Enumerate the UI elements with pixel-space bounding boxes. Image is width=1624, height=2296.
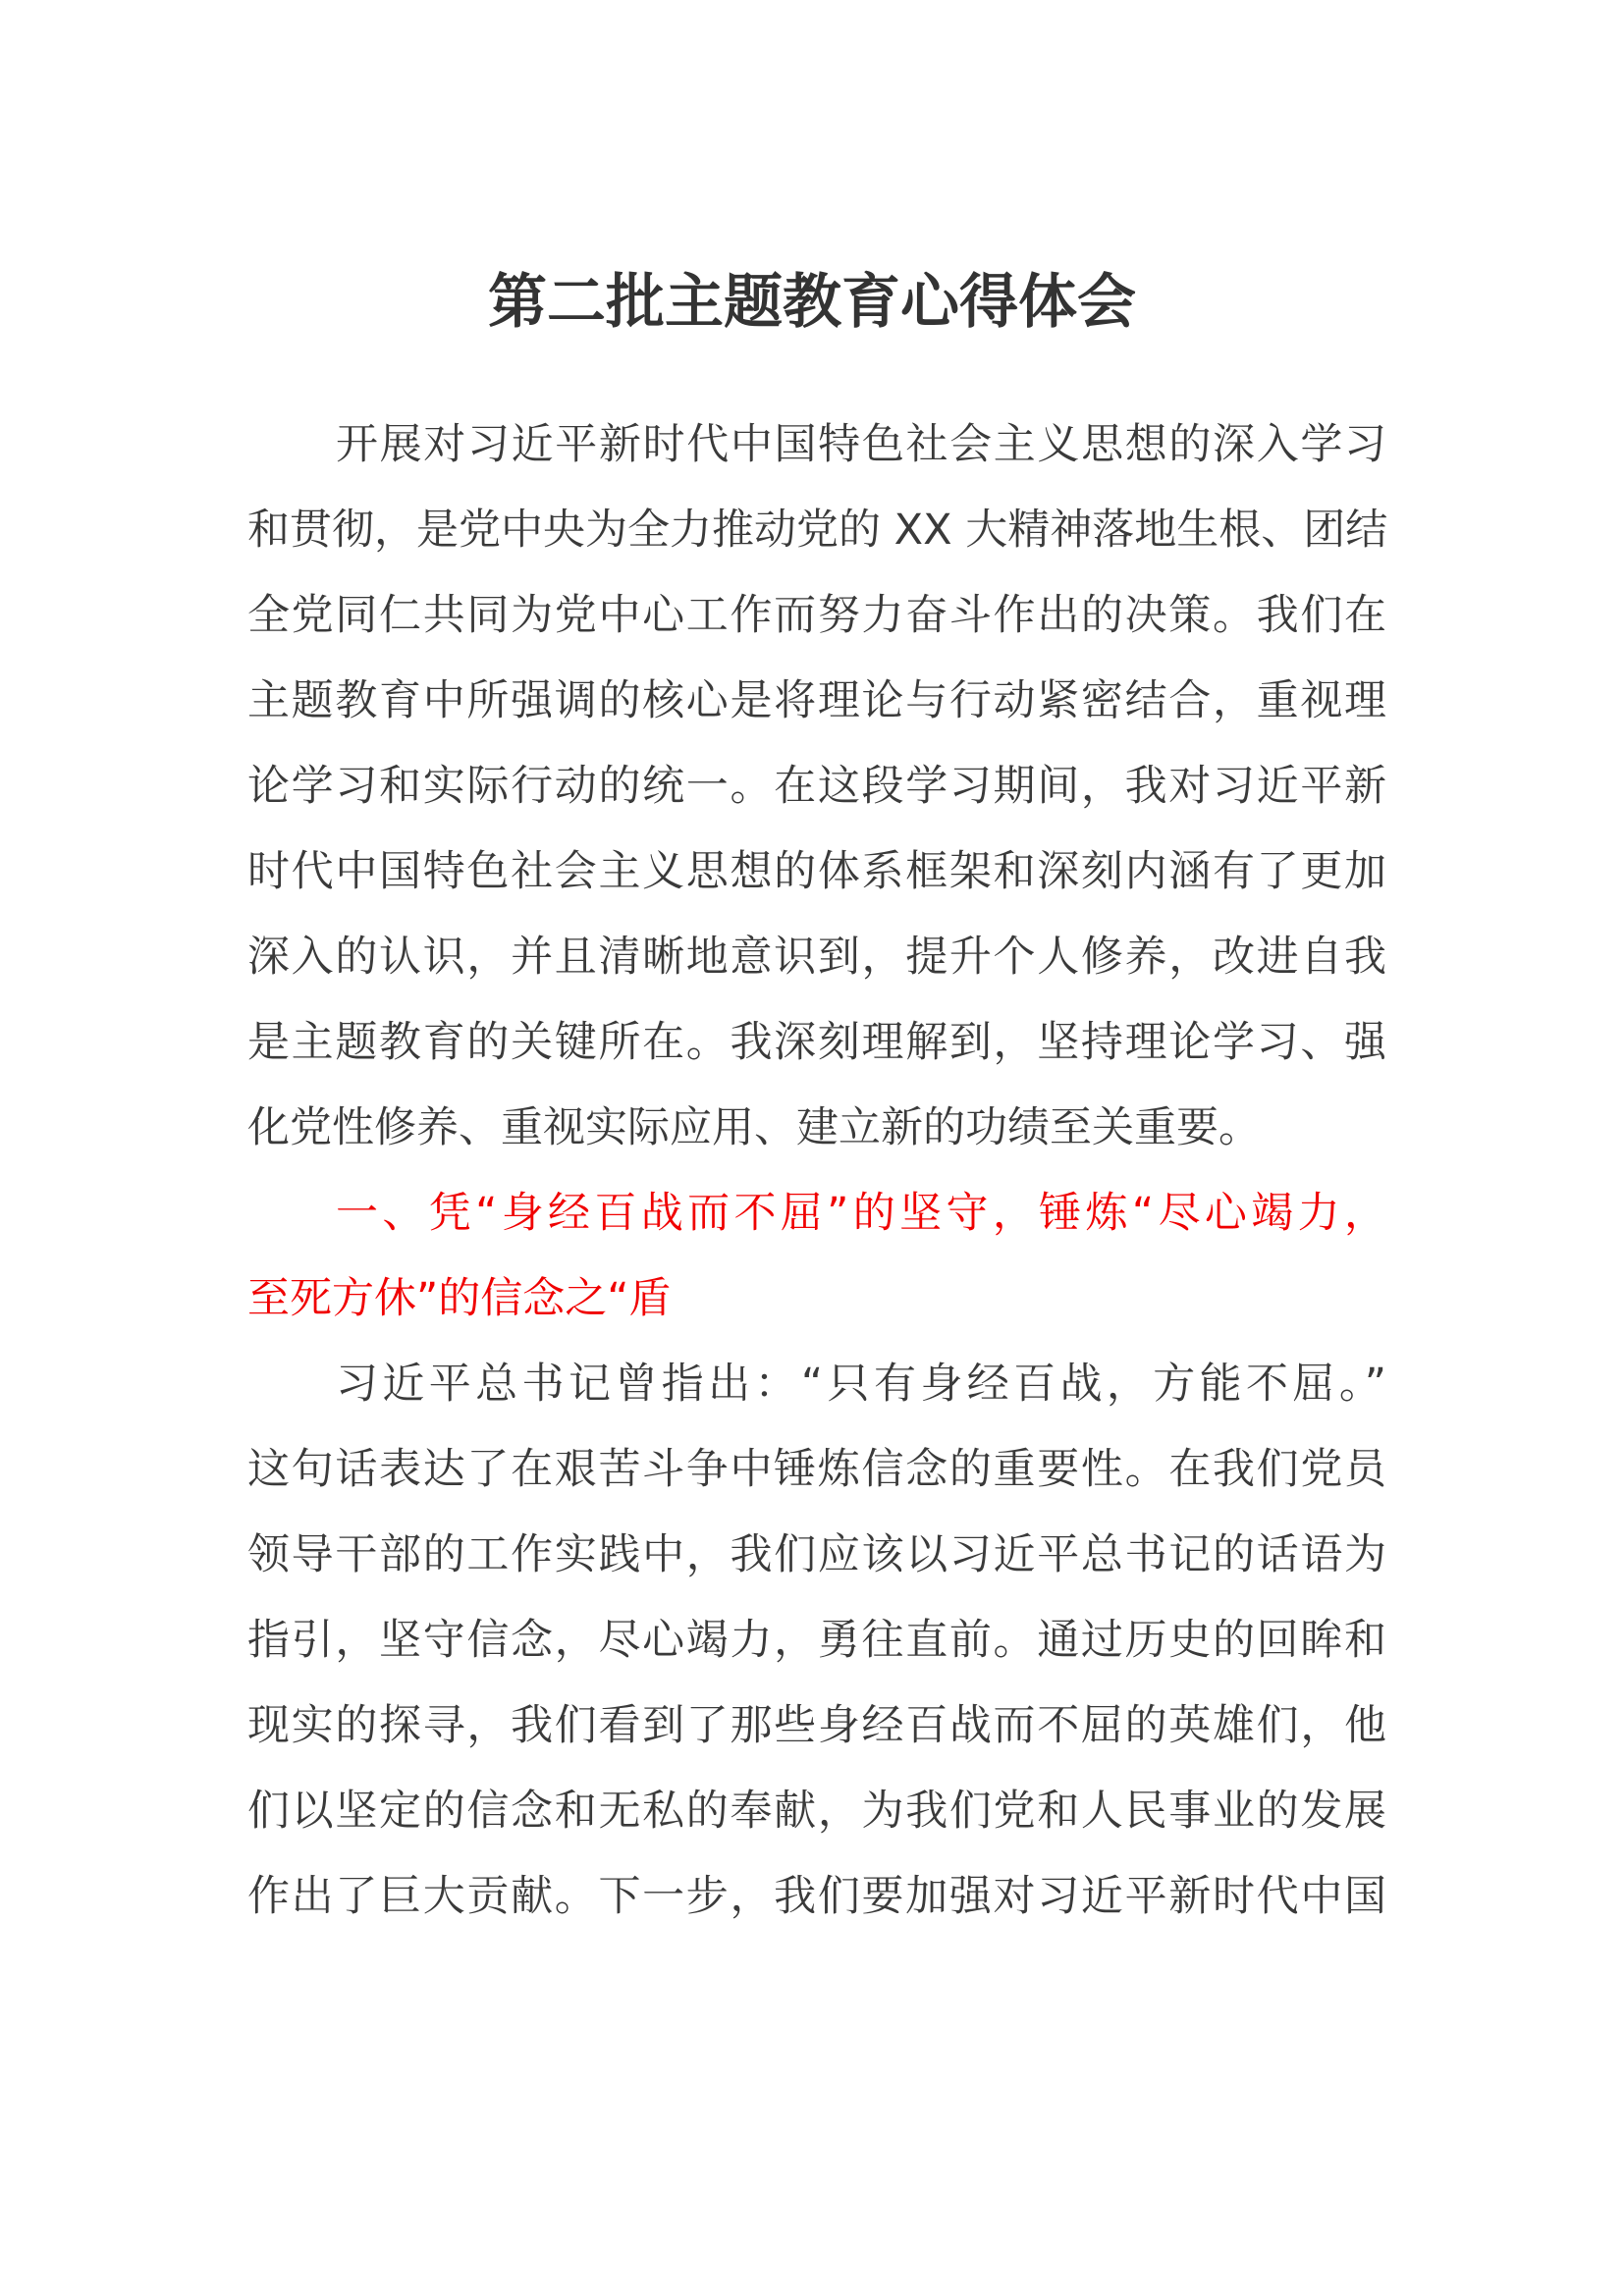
text-line: 至死方休”的信念之“盾	[247, 1274, 672, 1323]
section-heading	[247, 1171, 1386, 1342]
text-line: 指引，坚守信念，尽心竭力，勇往直前。通过历史的回眸和	[247, 1616, 1386, 1665]
text-line: 们以坚定的信念和无私的奉献，为我们党和人民事业的发展	[247, 1787, 1386, 1836]
text-line: 作出了巨大贡献。下一步，我们要加强对习近平新时代中国	[247, 1872, 1386, 1921]
text-line: 论学习和实际行动的统一。在这段学习期间，我对习近平新	[247, 762, 1386, 811]
text-line: 一、凭“身经百战而不屈”的坚守，锤炼“尽心竭力，	[336, 1189, 1386, 1238]
text-line: 深入的认识，并且清晰地意识到，提升个人修养，改进自我	[247, 933, 1386, 982]
text-line: 领导干部的工作实践中，我们应该以习近平总书记的话语为	[247, 1530, 1386, 1579]
body-paragraph	[247, 402, 1386, 1171]
text-line: 这句话表达了在艰苦斗争中锤炼信念的重要性。在我们党员	[247, 1445, 1386, 1494]
text-line: 习近平总书记曾指出：“只有身经百战，方能不屈。”	[336, 1360, 1386, 1409]
text-line: 主题教育中所强调的核心是将理论与行动紧密结合，重视理	[247, 676, 1386, 725]
text-line: 和贯彻，是党中央为全力推动党的 XX 大精神落地生根、团结	[247, 506, 1388, 555]
text-line: 全党同仁共同为党中心工作而努力奋斗作出的决策。我们在	[247, 591, 1386, 640]
text-line: 开展对习近平新时代中国特色社会主义思想的深入学习	[336, 420, 1386, 469]
text-line: 是主题教育的关键所在。我深刻理解到，坚持理论学习、强	[247, 1018, 1386, 1067]
text-line: 时代中国特色社会主义思想的体系框架和深刻内涵有了更加	[247, 847, 1386, 896]
text-line: 化党性修养、重视实际应用、建立新的功绩至关重要。	[247, 1103, 1261, 1152]
document-title: 第二批主题教育心得体会	[488, 268, 1136, 337]
document-body	[247, 402, 1386, 1940]
text-line: 现实的探寻，我们看到了那些身经百战而不屈的英雄们，他	[247, 1701, 1386, 1750]
body-paragraph	[247, 1342, 1386, 1940]
